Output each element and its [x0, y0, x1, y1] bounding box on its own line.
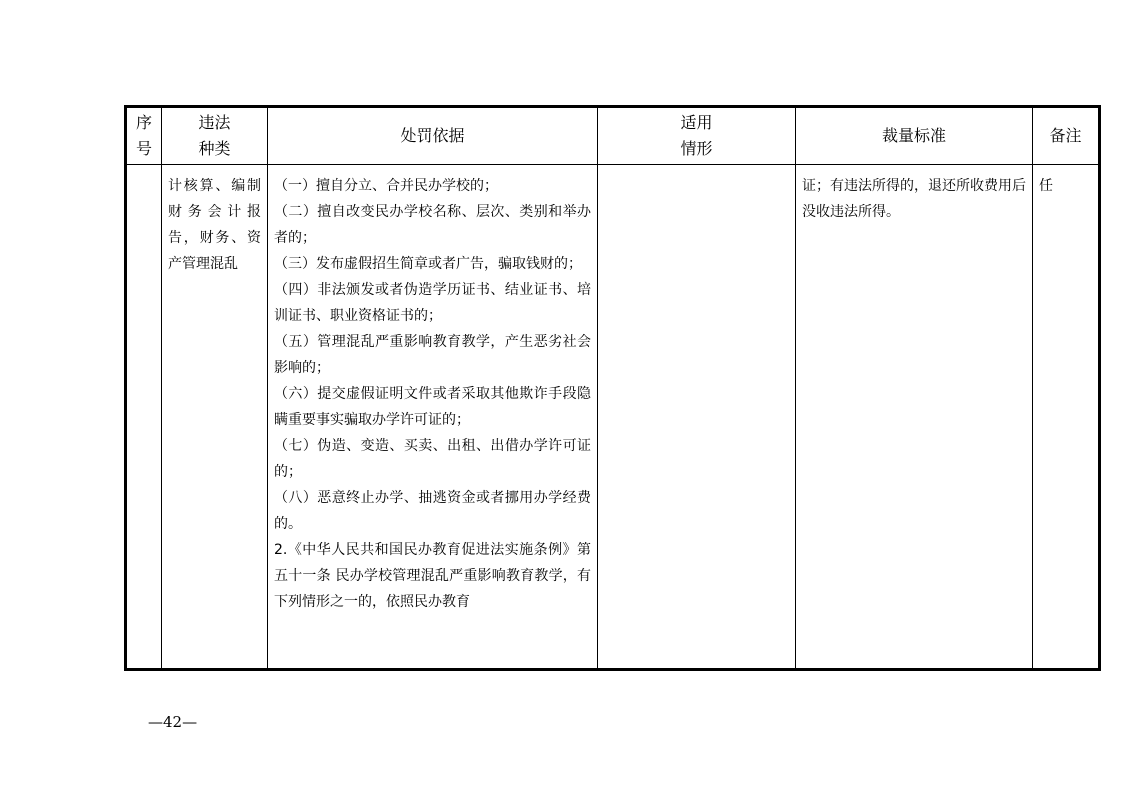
table-row: [126, 165, 1100, 670]
cell-violation-type: [162, 165, 268, 670]
penalty-basis-item: （二）擅自改变民办学校名称、层次、类别和举办者的；: [274, 204, 591, 246]
table-header-row: [126, 107, 1100, 165]
cell-applicable-situation: [598, 165, 796, 670]
header-seq: [126, 107, 162, 165]
penalty-table: [124, 105, 1101, 671]
cell-discretion-standard-text: 证；有违法所得的，退还所收费用后没收违法所得。: [802, 178, 1026, 220]
header-remarks-text: 备注: [1049, 126, 1082, 145]
page-number: —42—: [148, 713, 198, 731]
penalty-basis-list: [268, 165, 597, 615]
cell-violation-type-text: 计核算、编制财务会计报告，财务、资产管理混乱: [168, 178, 261, 272]
penalty-basis-item: （四）非法颁发或者伪造学历证书、结业证书、培训证书、职业资格证书的；: [274, 282, 591, 324]
header-applicable-situation: [598, 107, 796, 165]
penalty-basis-item: （七）伪造、变造、买卖、出租、出借办学许可证的；: [274, 438, 591, 480]
penalty-basis-item: （八）恶意终止办学、抽逃资金或者挪用办学经费的。: [274, 490, 591, 532]
header-violation-type: [162, 107, 268, 165]
cell-remarks: [1033, 165, 1100, 670]
penalty-basis-item: （六）提交虚假证明文件或者采取其他欺诈手段隐瞒重要事实骗取办学许可证的；: [274, 386, 591, 428]
header-penalty-basis-text: 处罚依据: [400, 126, 465, 145]
penalty-basis-item: （三）发布虚假招生简章或者广告，骗取钱财的；: [274, 256, 582, 272]
header-penalty-basis: [268, 107, 598, 165]
penalty-basis-item: （五）管理混乱严重影响教育教学，产生恶劣社会影响的；: [274, 334, 591, 376]
header-seq-text: 序 号: [135, 113, 152, 158]
header-remarks: [1033, 107, 1100, 165]
cell-seq-text: [127, 165, 161, 173]
penalty-basis-item: （一）擅自分立、合并民办学校的；: [274, 178, 498, 194]
header-discretion-standard-text: 裁量标准: [881, 126, 946, 145]
header-violation-type-text: 违法 种类: [198, 113, 231, 158]
cell-discretion-standard: [796, 165, 1033, 670]
cell-remarks-text: 任: [1039, 178, 1053, 194]
header-discretion-standard: [796, 107, 1033, 165]
cell-seq: [126, 165, 162, 670]
cell-penalty-basis: [268, 165, 598, 670]
penalty-basis-item: 2.《中华人民共和国民办教育促进法实施条例》第五十一条 民办学校管理混乱严重影响教育教学，有下列情形之一的，依照民办教育: [274, 542, 591, 610]
cell-applicable-situation-text: [598, 165, 795, 173]
header-applicable-situation-text: 适用 情形: [680, 113, 713, 158]
